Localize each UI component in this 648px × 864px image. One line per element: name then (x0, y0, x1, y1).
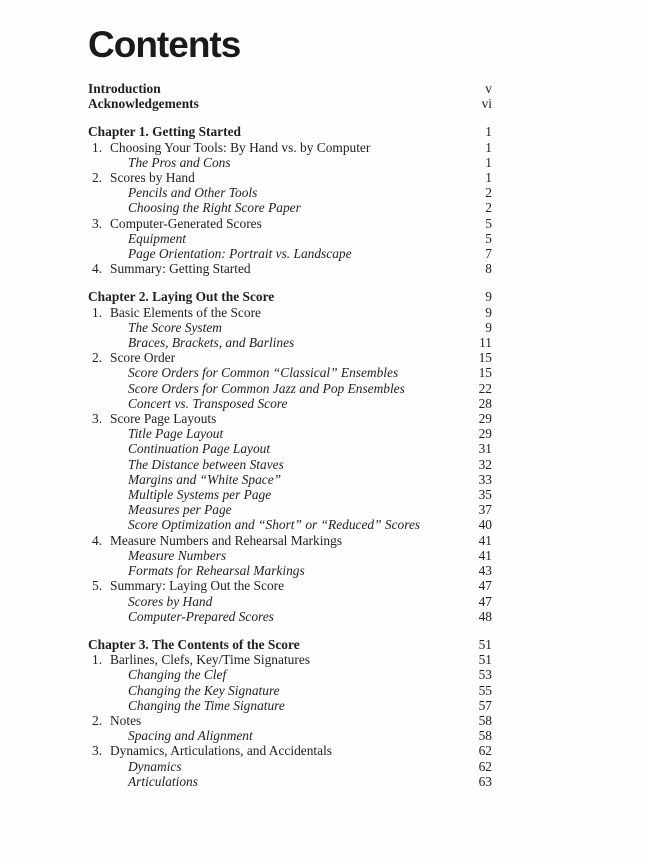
entry-label: Scores by Hand (128, 593, 213, 609)
toc-subentry (88, 563, 492, 578)
entry-number: 2. (92, 350, 103, 366)
entry-label: Spacing and Alignment (128, 728, 253, 744)
entry-page-number: vi (481, 96, 492, 112)
entry-label: Chapter 2. Laying Out the Score (88, 289, 275, 305)
entry-label: Choosing the Right Score Paper (128, 200, 301, 216)
toc-subentry (88, 472, 492, 487)
entry-page-number: 29 (478, 411, 492, 427)
entry-label: Concert vs. Transposed Score (128, 395, 288, 411)
entry-page-number: 11 (479, 335, 492, 351)
entry-label: The Pros and Cons (128, 154, 231, 170)
entry-number: 1. (92, 139, 103, 155)
entry-number: 3. (92, 743, 103, 759)
entry-page-number: 1 (485, 154, 492, 170)
toc-subentry (88, 698, 492, 713)
toc-subentry (88, 396, 492, 411)
toc-subentry (88, 200, 492, 215)
entry-page-number: 43 (478, 563, 492, 579)
front-matter-row (88, 81, 492, 96)
chapter-block (88, 637, 492, 789)
chapter-block (88, 289, 492, 623)
entry-page-number: 62 (478, 743, 492, 759)
entry-page-number: 53 (478, 667, 492, 683)
toc-subentry (88, 487, 492, 502)
toc-subentry (88, 502, 492, 517)
entry-number: 3. (92, 411, 103, 427)
toc-subentry (88, 185, 492, 200)
entry-page-number: 2 (485, 185, 492, 201)
entry-label: The Distance between Staves (128, 456, 284, 472)
entry-number: 3. (92, 215, 103, 231)
entry-label: Notes (110, 712, 142, 728)
entry-label: Computer-Prepared Scores (128, 608, 274, 624)
entry-label: Introduction (88, 81, 161, 96)
entry-label: Changing the Key Signature (128, 682, 280, 698)
entry-page-number: 9 (485, 319, 492, 335)
entry-label: Articulations (128, 773, 198, 789)
entry-label: Measures per Page (128, 502, 232, 518)
toc-entry (88, 261, 492, 276)
entry-number: 1. (92, 652, 103, 668)
entry-label: Continuation Page Layout (128, 441, 271, 457)
entry-label: Margins and “White Space” (128, 471, 282, 487)
entry-label: Title Page Layout (128, 426, 224, 442)
entry-page-number: 62 (478, 758, 492, 774)
toc-entry (88, 743, 492, 758)
entry-label: Barlines, Clefs, Key/Time Signatures (110, 652, 310, 668)
entry-label: Score Orders for Common “Classical” Ensembles (128, 365, 399, 381)
entry-page-number: 5 (485, 230, 492, 246)
toc-subentry (88, 594, 492, 609)
entry-page-number: 57 (478, 697, 492, 713)
toc-subentry (88, 609, 492, 624)
toc-subentry (88, 667, 492, 682)
entry-page-number: 31 (478, 441, 492, 457)
entry-label: Changing the Clef (128, 667, 227, 683)
entry-label: Multiple Systems per Page (128, 487, 272, 503)
entry-label: Summary: Laying Out the Score (110, 578, 285, 594)
toc-subentry (88, 457, 492, 472)
entry-page-number: 40 (478, 517, 492, 533)
toc-content (88, 26, 492, 789)
toc-subentry (88, 381, 492, 396)
chapter-title-row (88, 637, 492, 652)
entry-label: Summary: Getting Started (110, 261, 251, 277)
toc-subentry (88, 728, 492, 743)
entry-page-number: 58 (478, 728, 492, 744)
chapter-title-row (88, 124, 492, 139)
entry-page-number: 9 (485, 289, 492, 305)
entry-page-number: 15 (478, 365, 492, 381)
toc-entry (88, 652, 492, 667)
entry-label: Changing the Time Signature (128, 697, 285, 713)
toc-subentry (88, 441, 492, 456)
entry-label: Chapter 1. Getting Started (88, 124, 241, 140)
entry-page-number: 28 (478, 395, 492, 411)
entry-page-number: 48 (478, 608, 492, 624)
entry-label: Choosing Your Tools: By Hand vs. by Computer (110, 139, 371, 155)
entry-page-number: 2 (485, 200, 492, 216)
entry-label: Scores by Hand (110, 170, 195, 186)
toc-subentry (88, 365, 492, 380)
entry-page-number: 22 (478, 380, 492, 396)
entry-page-number: 9 (485, 304, 492, 320)
page-title: Contents (88, 24, 241, 65)
entry-page-number: 41 (478, 532, 492, 548)
chapter-list (88, 124, 492, 789)
entry-page-number: 47 (478, 578, 492, 594)
entry-number: 1. (92, 304, 103, 320)
entry-page-number: 33 (478, 471, 492, 487)
entry-page-number: 63 (478, 773, 492, 789)
entry-page-number: 41 (478, 547, 492, 563)
entry-label: Dynamics (128, 758, 182, 774)
toc-subentry (88, 683, 492, 698)
toc-entry (88, 411, 492, 426)
entry-page-number: 47 (478, 593, 492, 609)
entry-label: Page Orientation: Portrait vs. Landscape (128, 246, 352, 262)
toc-subentry (88, 774, 492, 789)
toc-subentry (88, 548, 492, 563)
entry-page-number: 32 (478, 456, 492, 472)
entry-label: Score Page Layouts (110, 411, 217, 427)
entry-label: Score Optimization and “Short” or “Reduced” Scores (128, 517, 421, 533)
toc-entry (88, 533, 492, 548)
toc-subentry (88, 335, 492, 350)
entry-page-number: 1 (485, 139, 492, 155)
entry-label: The Score System (128, 319, 222, 335)
toc-subentry (88, 320, 492, 335)
entry-label: Braces, Brackets, and Barlines (128, 335, 295, 351)
entry-page-number: 51 (478, 652, 492, 668)
entry-page-number: 1 (485, 170, 492, 186)
entry-label: Computer-Generated Scores (110, 215, 262, 231)
toc-subentry (88, 246, 492, 261)
toc-subentry (88, 231, 492, 246)
entry-label: Equipment (128, 230, 187, 246)
entry-label: Measure Numbers (128, 547, 227, 563)
chapter-block (88, 124, 492, 276)
entry-page-number: 55 (478, 682, 492, 698)
toc-entry (88, 305, 492, 320)
entry-page-number: 58 (478, 712, 492, 728)
entry-number: 2. (92, 712, 103, 728)
chapter-title-row (88, 289, 492, 304)
entry-page-number: 8 (485, 261, 492, 277)
entry-number: 5. (92, 578, 103, 594)
entry-page-number: 7 (485, 246, 492, 262)
entry-label: Basic Elements of the Score (110, 304, 261, 320)
toc-entry (88, 216, 492, 231)
toc-subentry (88, 759, 492, 774)
entry-label: Formats for Rehearsal Markings (128, 563, 305, 579)
toc-entry (88, 170, 492, 185)
entry-page-number: 1 (485, 124, 492, 140)
entry-label: Chapter 3. The Contents of the Score (88, 636, 300, 652)
toc-entry (88, 140, 492, 155)
entry-page-number: 15 (478, 350, 492, 366)
entry-page-number: 5 (485, 215, 492, 231)
front-matter-row (88, 96, 492, 111)
entry-label: Measure Numbers and Rehearsal Markings (110, 532, 343, 548)
toc-subentry (88, 517, 492, 532)
entry-label: Score Orders for Common Jazz and Pop Ensembles (128, 380, 405, 396)
entry-page-number: 29 (478, 426, 492, 442)
entry-label: Dynamics, Articulations, and Accidentals (110, 743, 333, 759)
entry-number: 2. (92, 170, 103, 186)
toc-subentry (88, 426, 492, 441)
entry-label: Score Order (110, 350, 176, 366)
entry-page-number: 51 (478, 636, 492, 652)
toc-entry (88, 578, 492, 593)
entry-page-number: v (485, 81, 492, 96)
entry-number: 4. (92, 261, 103, 277)
toc-subentry (88, 155, 492, 170)
entry-number: 4. (92, 532, 103, 548)
entry-page-number: 35 (478, 487, 492, 503)
toc-entry (88, 713, 492, 728)
front-matter-list (88, 81, 492, 111)
toc-entry (88, 350, 492, 365)
entry-page-number: 37 (478, 502, 492, 518)
entry-label: Pencils and Other Tools (128, 185, 258, 201)
entry-label: Acknowledgements (88, 96, 199, 112)
